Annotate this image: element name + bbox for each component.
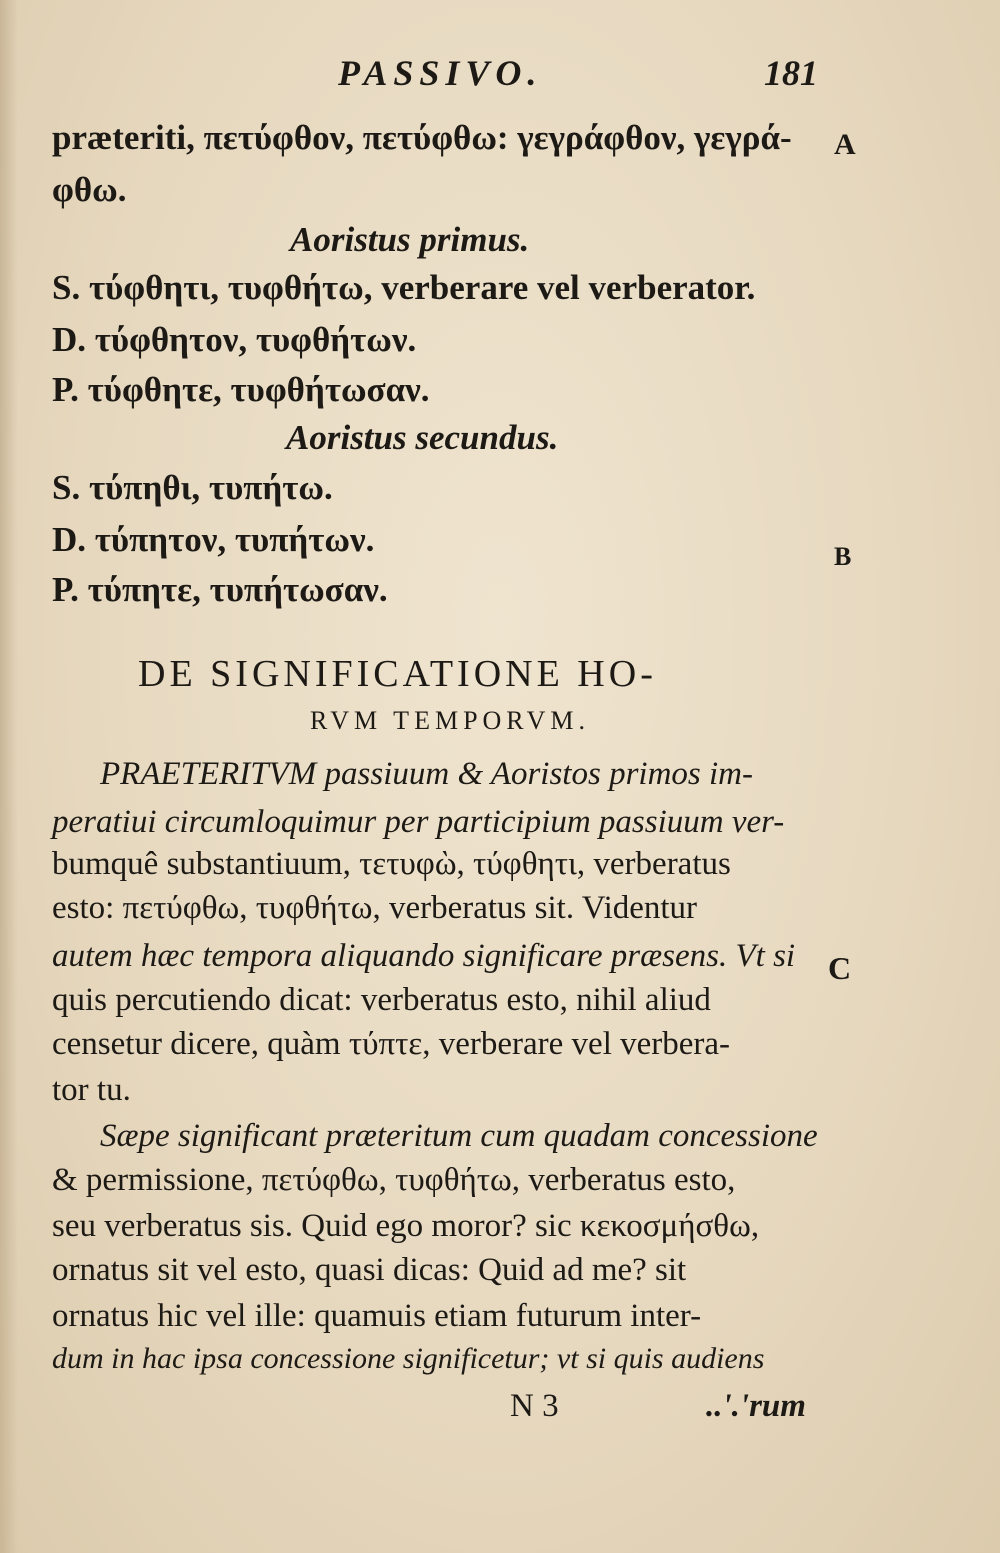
- paragraph2-line-6: dum in hac ipsa concessione significetur; vt si quis audiens: [52, 1342, 765, 1375]
- aorist-first-row-p: P. τύφθητε, τυφθήτωσαν.: [52, 370, 430, 409]
- paradigm-line-1: præteriti, πετύφθον, πετύφθω: γεγράφθον, γεγρά-: [52, 118, 792, 157]
- paragraph2-line-5: ornatus hic vel ille: quamuis etiam futurum inter-: [52, 1298, 702, 1334]
- paragraph1-line-5: autem hæc tempora aliquando significare præsens. Vt si: [52, 938, 796, 974]
- aorist-second-heading: Aoristus secundus.: [286, 418, 559, 457]
- page-edge-shadow: [0, 0, 18, 1553]
- paragraph1-line-3: bumquê substantiuum, τετυφὼ, τύφθητι, verberatus: [52, 846, 731, 882]
- margin-letter-a: A: [834, 128, 856, 161]
- paragraph2-line-2: & permissione, πετύφθω, τυφθήτω, verberatus esto,: [52, 1162, 736, 1198]
- aorist-second-row-p: P. τύπητε, τυπήτωσαν.: [52, 570, 388, 609]
- margin-letter-c: C: [828, 950, 852, 986]
- paragraph1-line-8: tor tu.: [52, 1072, 131, 1108]
- section-subheading: RVM TEMPORVM.: [310, 706, 590, 735]
- aorist-second-row-d: D. τύπητον, τυπήτων.: [52, 520, 375, 559]
- section-heading: DE SIGNIFICATIONE HO-: [138, 653, 657, 695]
- paragraph2-line-1: Sæpe significant præteritum cum quadam concessione: [100, 1118, 818, 1154]
- paragraph1-line-1: PRAETERITVM passiuum & Aoristos primos im-: [100, 756, 753, 792]
- paragraph1-line-7: censetur dicere, quàm τύπτε, verberare vel verbera-: [52, 1026, 731, 1062]
- aorist-second-row-s: S. τύπηθι, τυπήτω.: [52, 468, 333, 507]
- paragraph1-line-4: esto: πετύφθω, τυφθήτω, verberatus sit. Videntur: [52, 890, 698, 926]
- paragraph2-line-4: ornatus sit vel esto, quasi dicas: Quid ad me? sit: [52, 1252, 687, 1288]
- running-head-title: PASSIVO.: [338, 53, 543, 93]
- aorist-first-heading: Aoristus primus.: [290, 220, 530, 259]
- paragraph1-line-2: peratiui circumloquimur per participium passiuum ver-: [52, 804, 785, 840]
- signature-mark: N 3: [510, 1388, 559, 1424]
- aorist-first-row-s: S. τύφθητι, τυφθήτω, verberare vel verberator.: [52, 268, 756, 307]
- running-head: [0, 52, 1000, 102]
- paragraph1-line-6: quis percutiendo dicat: verberatus esto, nihil aliud: [52, 982, 711, 1018]
- aorist-first-row-d: D. τύφθητον, τυφθήτων.: [52, 320, 417, 359]
- catchword: ..'.'rum: [706, 1388, 806, 1424]
- paradigm-line-2: φθω.: [52, 170, 127, 209]
- paragraph2-line-3: seu verberatus sis. Quid ego moror? sic κεκοσμήσθω,: [52, 1208, 760, 1244]
- margin-letter-b: B: [834, 542, 852, 571]
- page-number: 181: [764, 53, 818, 93]
